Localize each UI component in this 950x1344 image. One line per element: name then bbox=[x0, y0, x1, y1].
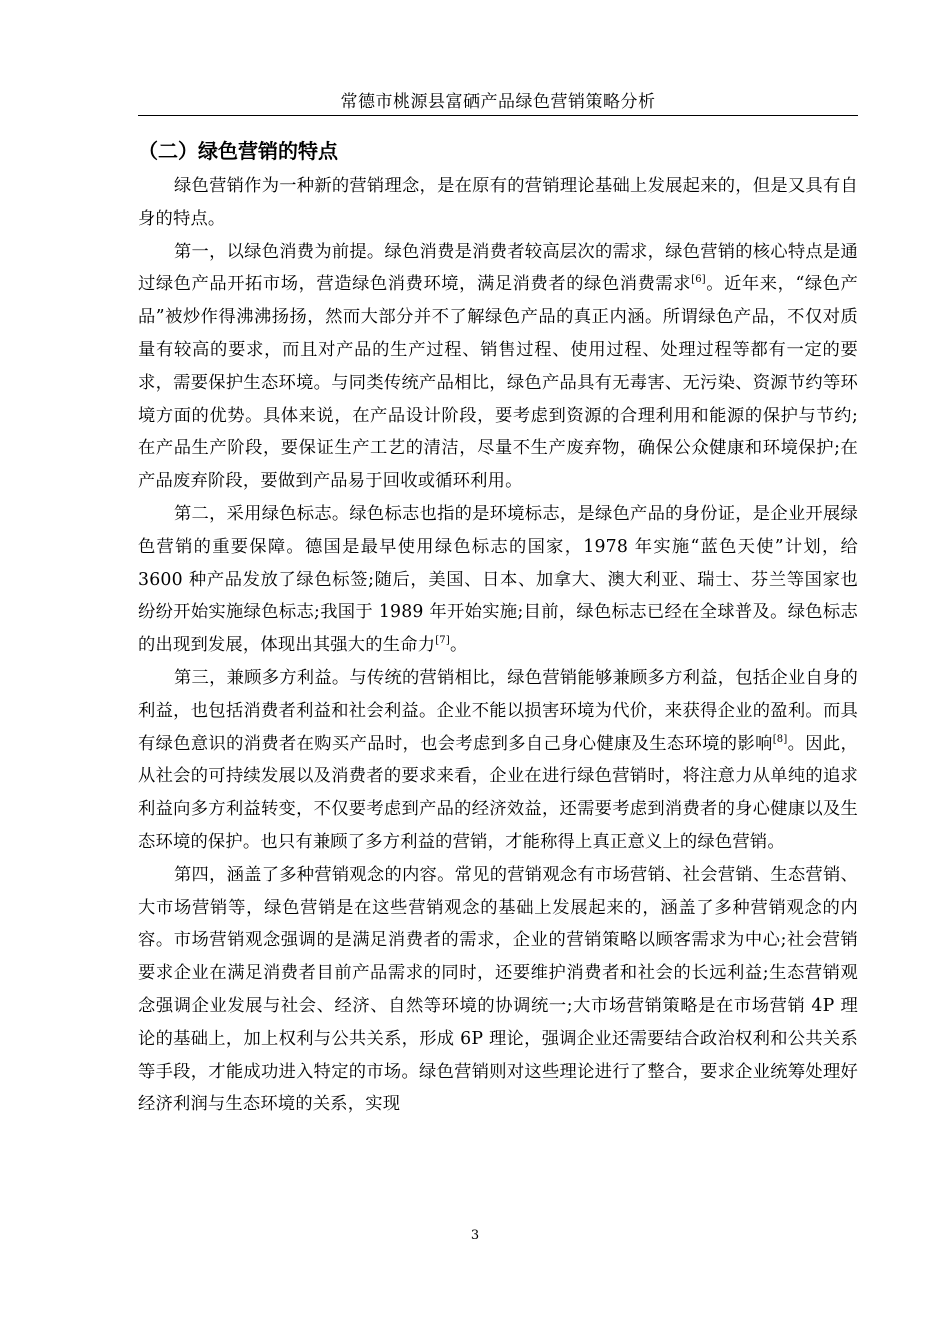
paragraph-text: 。因此，从社会的可持续发展以及消费者的要求来看，企业在进行绿色营销时，将注意力从单纯的追求利益向多方利益转变，不仅要考虑到产品的经济效益，还需要考虑到消费者的身心健康以及生态环境的保护。也只有兼顾了多方利益的营销，才能称得上真正意义上的绿色营销。 bbox=[138, 733, 858, 852]
running-header: 常德市桃源县富硒产品绿色营销策略分析 bbox=[340, 92, 656, 112]
paragraph-text: 绿色营销作为一种新的营销理念，是在原有的营销理论基础上发展起来的，但是又具有自身的特点。 bbox=[138, 176, 858, 229]
body-text bbox=[138, 170, 858, 1121]
paragraph-multiple-interests bbox=[138, 662, 858, 859]
paragraph-text: 第三，兼顾多方利益。与传统的营销相比，绿色营销能够兼顾多方利益，包括企业自身的利益，也包括消费者利益和社会利益。企业不能以损害环境为代价，来获得企业的盈利。而具有绿色意识的消费者在购买产品时，也会考虑到多自己身心健康及生态环境的影响 bbox=[138, 667, 858, 754]
paragraph-intro bbox=[138, 170, 858, 236]
paragraph-text: 第四，涵盖了多种营销观念的内容。常见的营销观念有市场营销、社会营销、生态营销、大市场营销等，绿色营销是在这些营销观念的基础上发展起来的，涵盖了多种营销观念的内容。市场营销观念强调的是满足消费者的需求，企业的营销策略以顾客需求为中心;社会营销要求企业在满足消费者目前产品需求的同时，还要维护消费者和社会的长远利益;生态营销观念强调企业发展与社会、经济、自然等环境的协调统一;大市场营销策略是在市场营销 4P 理论的基础上，加上权利与公共关系，形成 6P 理论，强调企业还需要结合政治权利和公共关系等手段，才能成功进入特定的市场。绿色营销则对这些理论进行了整合，要求企业统筹处理好经济利润与生态环境的关系，实现 bbox=[138, 864, 858, 1115]
paragraph-text: 。 bbox=[449, 635, 468, 656]
citation-marker: [7] bbox=[435, 635, 450, 647]
section-heading: （二）绿色营销的特点 bbox=[138, 139, 338, 163]
paragraph-marketing-concepts bbox=[138, 859, 858, 1121]
page-number: 3 bbox=[470, 1228, 480, 1243]
citation-marker: [6] bbox=[691, 274, 706, 286]
paragraph-green-consumption bbox=[138, 236, 858, 498]
paragraph-green-label bbox=[138, 498, 858, 662]
paragraph-text: 。近年来，“绿色产品”被炒作得沸沸扬扬，然而大部分并不了解绿色产品的真正内涵。所谓绿色产品，不仅对质量有较高的要求，而且对产品的生产过程、销售过程、使用过程、处理过程等都有一定的要求，需要保护生态环境。与同类传统产品相比，绿色产品具有无毒害、无污染、资源节约等环境方面的优势。具体来说，在产品设计阶段，要考虑到资源的合理利用和能源的保护与节约;在产品生产阶段，要保证生产工艺的清洁，尽量不生产废弃物，确保公众健康和环境保护;在产品废弃阶段，要做到产品易于回收或循环利用。 bbox=[138, 274, 859, 492]
paragraph-text: 第二，采用绿色标志。绿色标志也指的是环境标志，是绿色产品的身份证，是企业开展绿色营销的重要保障。德国是最早使用绿色标志的国家，1978 年实施“蓝色天使”计划，给 3600 种产品发放了绿色标签;随后，美国、日本、加拿大、澳大利亚、瑞士、芬兰等国家也纷纷开始实施绿色标志;我国于 1989 年开始实施;目前，绿色标志已经在全球普及。绿色标志的出现到发展，体现出其强大的生命力 bbox=[138, 503, 858, 656]
paragraph-text: 第一，以绿色消费为前提。绿色消费是消费者较高层次的需求，绿色营销的核心特点是通过绿色产品开拓市场，营造绿色消费环境，满足消费者的绿色消费需求 bbox=[138, 241, 858, 295]
citation-marker: [8] bbox=[772, 733, 788, 745]
header-rule bbox=[138, 115, 858, 116]
